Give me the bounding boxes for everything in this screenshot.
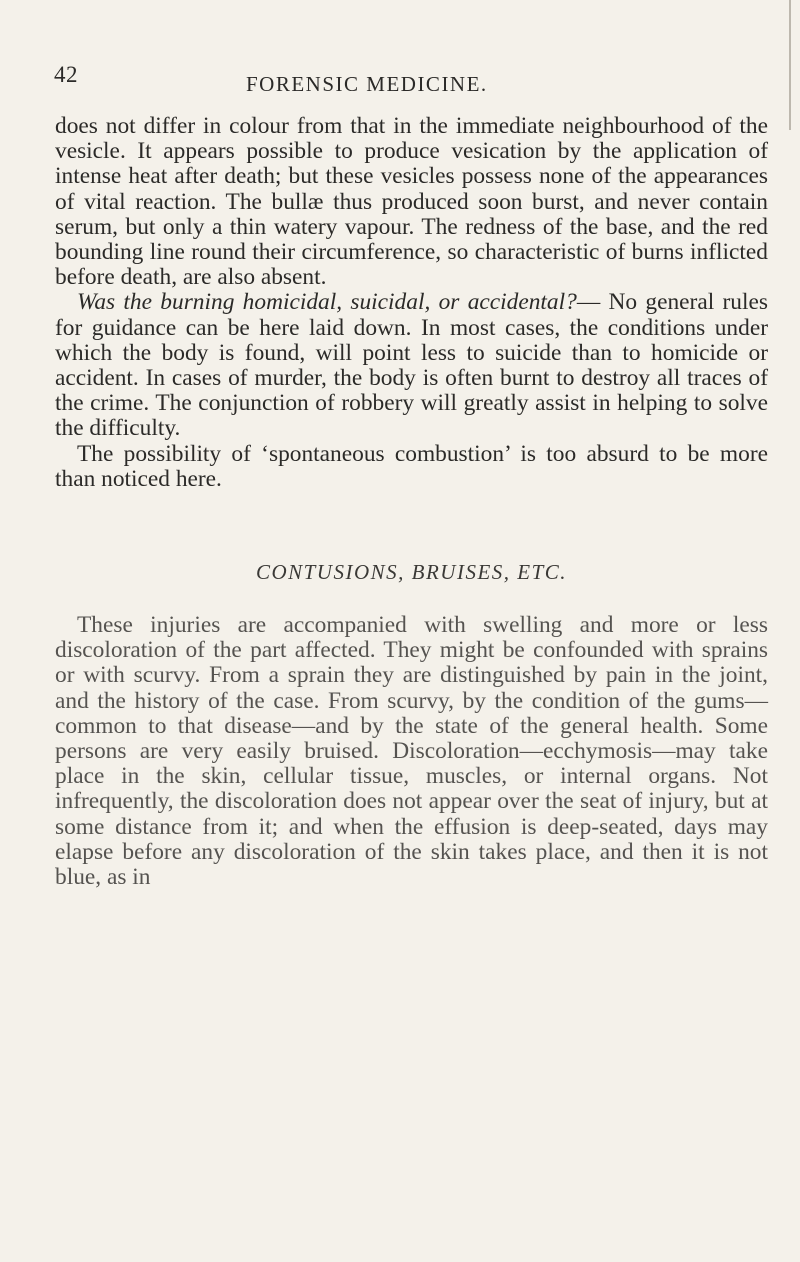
paragraph-contusions: These injuries are accompanied with swelling and more or less discoloration of the part affected. They might be confounded with sprains or with scurvy. From a sprain they are distinguished by pain in the joint, and the history of the case. From scurvy, by the condition of the gums—common to that disease—and by the state of the general health. Some persons are very easily bruised. Discoloration—ecchymosis—may take place in the skin, cellular tissue, muscles, or internal organs. Not infrequently, the discoloration does not appear over the seat of injury, but at some distance from it; and when the effusion is deep-seated, days may elapse before any discoloration of the skin takes place, and then it is not blue, as in [55, 612, 768, 891]
paragraph-burning-question [55, 290, 768, 441]
page-number: 42 [54, 62, 78, 87]
section-heading: CONTUSIONS, BRUISES, ETC. [255, 560, 568, 585]
page-header [0, 62, 800, 102]
burning-question-body: — No general rules for guidance can be here laid down. In most cases, the conditions under which the body is found, will point less to suicide than to homicide or accident. In cases of murder, the body is often burnt to destroy all traces of the crime. The conjunction of robbery will greatly assist in helping to solve the difficulty. [55, 289, 768, 442]
paragraph-burns-vesicles: does not differ in colour from that in the immediate neighbourhood of the vesicle. It appears possible to produce vesication by the application of intense heat after death; but these vesicles possess none of the appearances of vital reaction. The bullæ thus produced soon burst, and never contain serum, but only a thin watery vapour. The redness of the base, and the red bounding line round their circumference, so characteristic of burns inflicted before death, are also absent. [55, 113, 768, 291]
body-text [55, 114, 768, 890]
running-head: FORENSIC MEDICINE. [246, 72, 488, 96]
paragraph-spontaneous-combustion: The possibility of ‘spontaneous combustion’ is too absurd to be more than noticed here. [55, 440, 768, 492]
burning-question-italic: Was the burning homicidal, suicidal, or accidental? [77, 289, 577, 316]
